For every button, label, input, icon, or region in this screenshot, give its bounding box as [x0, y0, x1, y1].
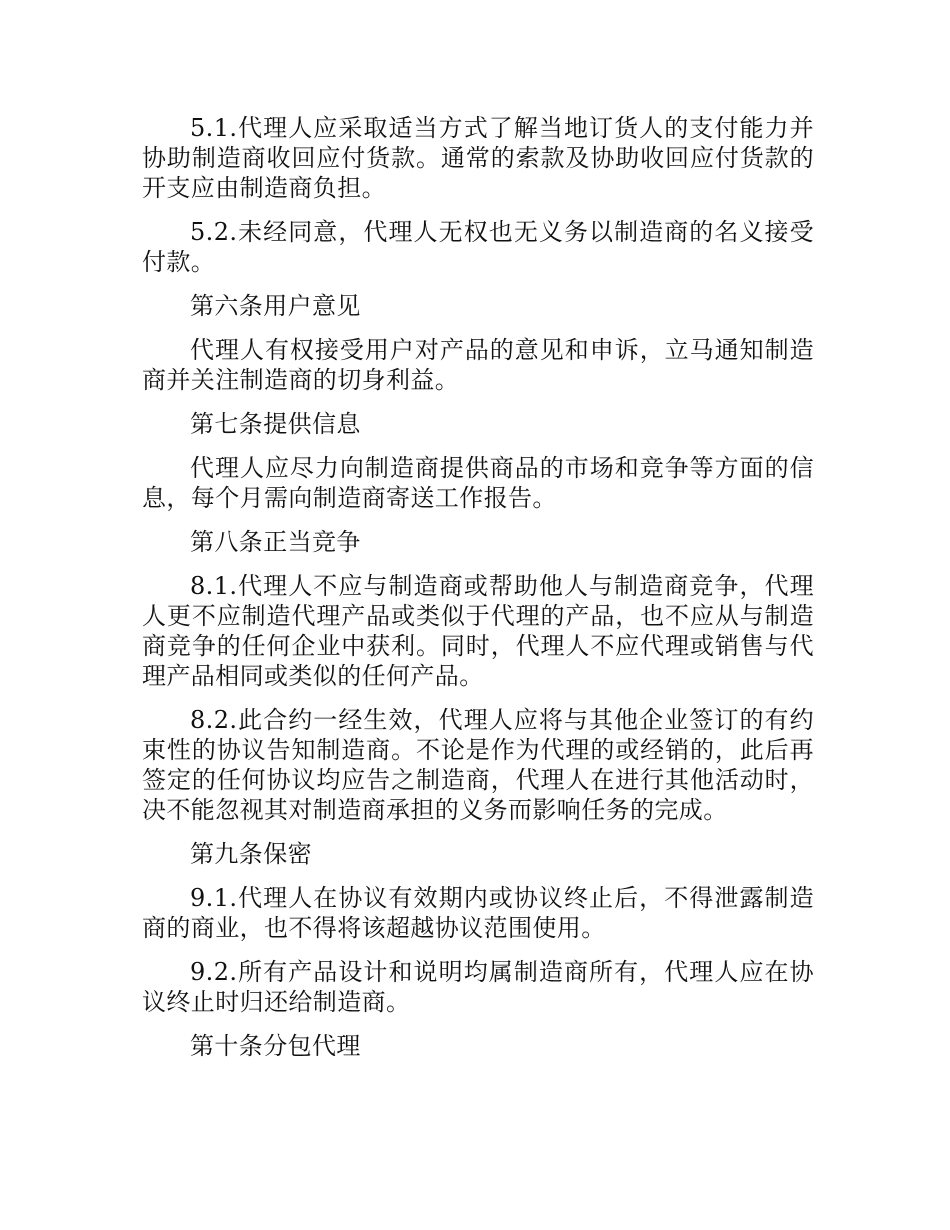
- paragraph-8-1: 8.1.代理人不应与制造商或帮助他人与制造商竞争，代理人更不应制造代理产品或类似于代理的产品，也不应从与制造商竞争的任何企业中获利。同时，代理人不应代理或销售与代理产品相同或类似的任何产品。: [142, 572, 814, 690]
- paragraph-article-7: 代理人应尽力向制造商提供商品的市场和竞争等方面的信息，每个月需向制造商寄送工作报告。: [142, 454, 814, 512]
- heading-article-7: 第七条提供信息: [190, 410, 361, 438]
- heading-article-9: 第九条保密: [190, 840, 312, 868]
- paragraph-5-2: 5.2.未经同意，代理人无权也无义务以制造商的名义接受付款。: [142, 218, 814, 276]
- document-body: [142, 113, 814, 1075]
- heading-article-10: 第十条分包代理: [190, 1032, 361, 1060]
- paragraph-5-1: 5.1.代理人应采取适当方式了解当地订货人的支付能力并协助制造商收回应付货款。通常的索款及协助收回应付货款的开支应由制造商负担。: [142, 114, 814, 202]
- paragraph-9-1: 9.1.代理人在协议有效期内或协议终止后，不得泄露制造商的商业，也不得将该超越协议范围使用。: [142, 884, 814, 942]
- heading-article-8: 第八条正当竞争: [190, 528, 361, 556]
- paragraph-9-2: 9.2.所有产品设计和说明均属制造商所有，代理人应在协议终止时归还给制造商。: [142, 958, 814, 1016]
- paragraph-article-6: 代理人有权接受用户对产品的意见和申诉，立马通知制造商并关注制造商的切身利益。: [142, 336, 814, 394]
- heading-article-6: 第六条用户意见: [190, 292, 361, 320]
- paragraph-8-2: 8.2.此合约一经生效，代理人应将与其他企业签订的有约束性的协议告知制造商。不论是作为代理的或经销的，此后再签定的任何协议均应告之制造商，代理人在进行其他活动时，决不能忽视其对制造商承担的义务而影响任务的完成。: [142, 706, 814, 824]
